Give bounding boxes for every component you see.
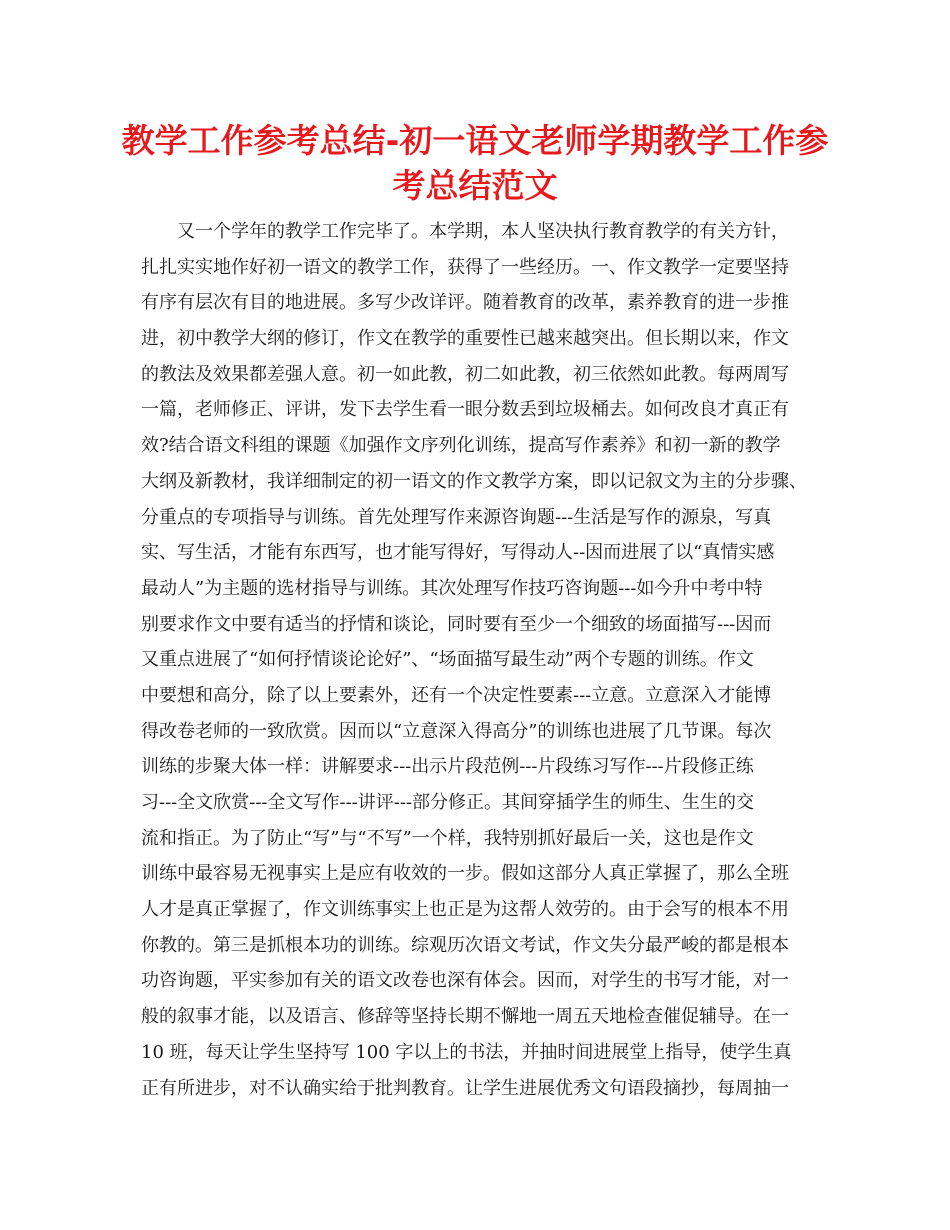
text-line: 你教的。第三是抓根本功的训练。综观历次语文考试，作文失分最严峻的都是根本: [141, 934, 789, 956]
title-line-2: 考总结范文: [392, 166, 558, 205]
document-title: [100, 118, 850, 208]
text-line: 又重点进展了“如何抒情谈论论好”、“场面描写最生动”两个专题的训练。作文: [141, 649, 754, 671]
text-line: 中要想和高分，除了以上要素外，还有一个决定性要素---立意。立意深入才能博: [141, 684, 772, 706]
text-line: 得改卷老师的一致欣赏。因而以“立意深入得高分”的训练也进展了几节课。每次: [141, 720, 772, 742]
text-line: 实、写生活，才能有东西写，也才能写得好，写得动人--因而进展了以“真情实感: [141, 542, 775, 564]
text-line: 人才是真正掌握了，作文训练事实上也正是为这帮人效劳的。由于会写的根本不用: [141, 899, 789, 921]
text-line: 10 班，每天让学生坚持写 100 字以上的书法，并抽时间进展堂上指导，使学生真: [141, 1041, 792, 1063]
text-line: 正有所进步，对不认确实给于批判教育。让学生进展优秀文句语段摘抄，每周抽一: [141, 1077, 789, 1099]
text-line: 大纲及新教材，我详细制定的初一语文的作文教学方案，即以记叙文为主的分步骤、: [141, 470, 807, 492]
text-line: 一篇，老师修正、评讲，发下去学生看一眼分数丢到垃圾桶去。如何改良才真正有: [141, 399, 789, 421]
text-line: 训练的步聚大体一样：讲解要求---出示片段范例---片段练习写作---片段修正练: [141, 756, 754, 778]
text-line: 最动人”为主题的选材指导与训练。其次处理写作技巧咨询题---如今升中考中特: [141, 577, 763, 599]
text-line: 般的叙事才能，以及语言、修辞等坚持长期不懈地一周五天地检查催促辅导。在一: [141, 1006, 789, 1028]
text-line: 别要求作文中要有适当的抒情和谈论，同时要有至少一个细致的场面描写---因而: [141, 613, 772, 635]
text-line: 效?结合语文科组的课题《加强作文序列化训练，提高写作素养》和初一新的教学: [141, 435, 781, 457]
title-line-1: 教学工作参考总结-初一语文老师学期教学工作参: [121, 121, 829, 160]
text-line: 训练中最容易无视事实上是应有收效的一步。假如这部分人真正掌握了，那么全班: [141, 863, 789, 885]
text-line: 分重点的专项指导与训练。首先处理写作来源咨询题---生活是写作的源泉，写真: [141, 506, 772, 528]
text-line: 流和指正。为了防止“写”与“不写”一个样，我特别抓好最后一关，这也是作文: [141, 827, 754, 849]
text-line: 又一个学年的教学工作完毕了。本学期，本人坚决执行教育教学的有关方针，: [177, 221, 789, 242]
text-line: 功咨询题，平实参加有关的语文改卷也深有体会。因而，对学生的书写才能，对一: [141, 970, 789, 992]
body-paragraph: [141, 214, 825, 1106]
text-line: 的教法及效果都差强人意。初一如此教，初二如此教，初三依然如此教。每两周写: [141, 363, 789, 385]
text-line: 扎扎实实地作好初一语文的教学工作，获得了一些经历。一、作文教学一定要坚持: [141, 256, 789, 278]
text-line: 有序有层次有目的地进展。多写少改详评。随着教育的改革，素养教育的进一步推: [141, 292, 789, 314]
text-line: 习---全文欣赏---全文写作---讲评---部分修正。其间穿插学生的师生、生生的交: [141, 792, 754, 813]
text-line: 进，初中教学大纲的修订，作文在教学的重要性已越来越突出。但长期以来，作文: [141, 328, 789, 350]
